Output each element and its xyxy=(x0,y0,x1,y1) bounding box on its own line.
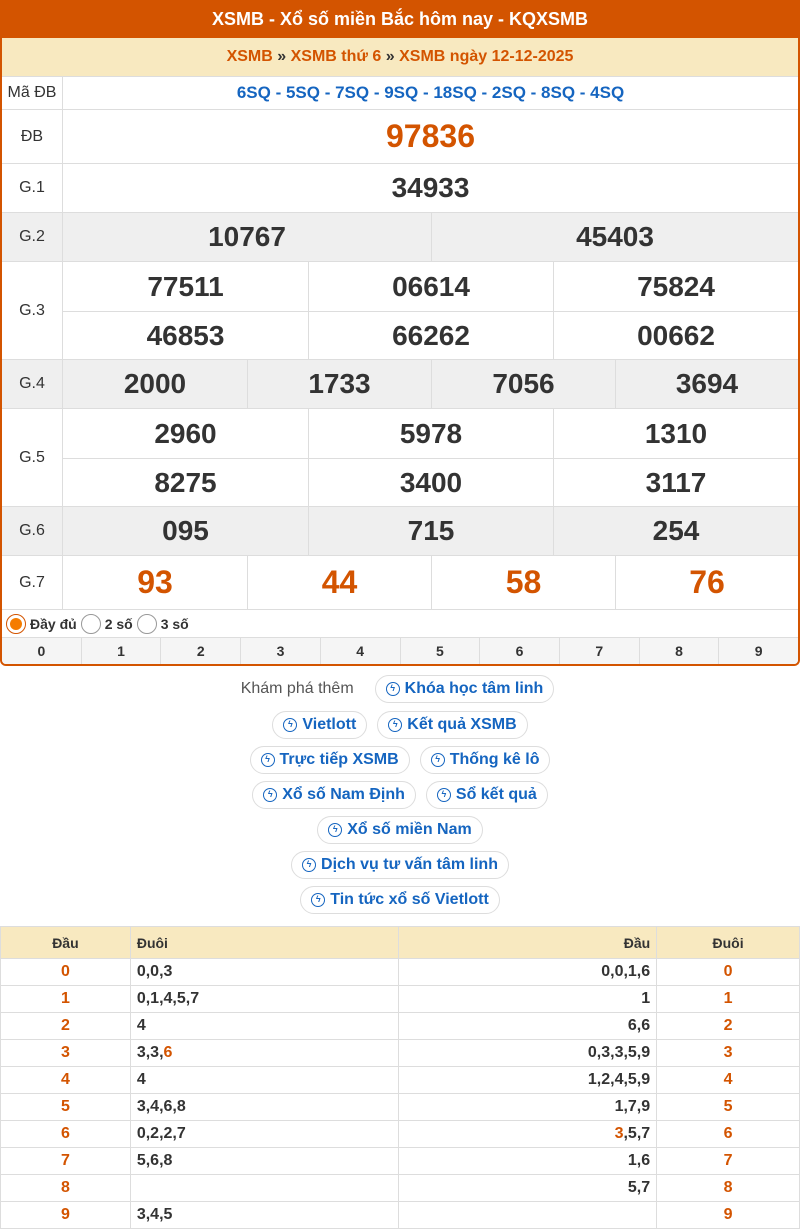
prize-g3: 46853 xyxy=(63,311,308,360)
dau-cell: 9 xyxy=(1,1202,131,1229)
table-row xyxy=(1,1040,800,1067)
duoi-cell: 8 xyxy=(657,1175,800,1202)
explore-link[interactable] xyxy=(291,851,509,879)
duoi-cell xyxy=(130,1175,399,1202)
bolt-icon: ϟ xyxy=(386,682,400,696)
prize-g3: 00662 xyxy=(553,311,798,360)
explore-link[interactable] xyxy=(300,886,500,914)
option-full[interactable] xyxy=(6,614,77,634)
dau-highlight: 3 xyxy=(614,1125,624,1142)
dau-cell: 8 xyxy=(1,1175,131,1202)
dau-cell: 0,3,3,5,9 xyxy=(399,1040,657,1067)
loto-header-row xyxy=(1,927,800,959)
breadcrumb-xsmb-thu6[interactable]: XSMB thứ 6 xyxy=(290,48,382,65)
digit-button[interactable]: 6 xyxy=(479,638,559,664)
duoi-cell: 3,4,5 xyxy=(130,1202,399,1229)
row-g1 xyxy=(2,163,798,212)
digit-filter xyxy=(2,637,798,664)
prize-g7: 76 xyxy=(615,556,798,609)
prize-g3: 75824 xyxy=(553,262,798,311)
table-row xyxy=(1,986,800,1013)
row-g3 xyxy=(2,261,798,359)
table-row xyxy=(1,1094,800,1121)
prize-db: 97836 xyxy=(386,118,475,154)
explore-link[interactable] xyxy=(420,746,551,774)
dau-cell: 0,0,1,6 xyxy=(399,959,657,986)
row-g2 xyxy=(2,212,798,261)
breadcrumb-xsmb-date[interactable]: XSMB ngày 12-12-2025 xyxy=(399,48,574,65)
digit-button[interactable]: 1 xyxy=(81,638,161,664)
bolt-icon: ϟ xyxy=(311,893,325,907)
dau-cell: 6 xyxy=(1,1121,131,1148)
loto-table xyxy=(0,926,800,1229)
radio-full[interactable] xyxy=(6,614,26,634)
prize-g1: 34933 xyxy=(391,172,470,203)
breadcrumb-separator: » xyxy=(277,48,287,65)
explore-link[interactable] xyxy=(272,711,367,739)
row-g6 xyxy=(2,506,798,555)
row-db xyxy=(2,109,798,163)
prize-g4: 3694 xyxy=(615,360,798,408)
radio-three-digits[interactable] xyxy=(137,614,157,634)
col-dau: Đầu xyxy=(1,927,131,959)
duoi-cell: 6 xyxy=(657,1121,800,1148)
option-three-label: 3 số xyxy=(160,615,189,632)
duoi-cell xyxy=(130,1040,399,1067)
label-g7: G.7 xyxy=(2,556,63,609)
row-g4 xyxy=(2,359,798,408)
prize-g3: 66262 xyxy=(308,311,553,360)
explore-link-label: Kết quả XSMB xyxy=(407,716,517,733)
bolt-icon: ϟ xyxy=(388,718,402,732)
explore-link[interactable] xyxy=(377,711,527,739)
bolt-icon: ϟ xyxy=(263,788,277,802)
duoi-cell: 4 xyxy=(130,1013,399,1040)
prize-g3: 06614 xyxy=(308,262,553,311)
table-row xyxy=(1,1175,800,1202)
page-title: XSMB - Xổ số miền Bắc hôm nay - KQXSMB xyxy=(0,0,800,38)
digit-button[interactable]: 5 xyxy=(400,638,480,664)
duoi-cell: 4 xyxy=(657,1067,800,1094)
label-g6: G.6 xyxy=(2,507,63,555)
table-row xyxy=(1,959,800,986)
dau-text: ,5,7 xyxy=(623,1125,651,1142)
ma-db-codes: 6SQ - 5SQ - 7SQ - 9SQ - 18SQ - 2SQ - 8SQ - 4SQ xyxy=(236,83,625,102)
table-row xyxy=(1,1013,800,1040)
duoi-cell: 0,1,4,5,7 xyxy=(130,986,399,1013)
dau-cell: 1,6 xyxy=(399,1148,657,1175)
prize-g7: 93 xyxy=(137,564,173,600)
bolt-icon: ϟ xyxy=(283,718,297,732)
duoi-highlight: 6 xyxy=(163,1044,173,1061)
label-db: ĐB xyxy=(2,110,63,163)
prize-g5: 2960 xyxy=(154,417,217,449)
duoi-cell: 7 xyxy=(657,1148,800,1175)
explore-link-label: Vietlott xyxy=(302,716,357,733)
breadcrumb-separator: » xyxy=(385,48,395,65)
duoi-cell: 0 xyxy=(657,959,800,986)
digit-button[interactable]: 8 xyxy=(639,638,719,664)
label-g5: G.5 xyxy=(2,409,63,506)
prize-g5: 3117 xyxy=(553,458,798,507)
digit-button[interactable]: 4 xyxy=(320,638,400,664)
table-row xyxy=(1,1148,800,1175)
explore-link[interactable] xyxy=(317,816,482,844)
dau-cell: 2 xyxy=(1,1013,131,1040)
prize-g5: 1310 xyxy=(553,409,798,458)
duoi-cell: 2 xyxy=(657,1013,800,1040)
prize-g2: 10767 xyxy=(208,221,286,252)
table-row xyxy=(1,1067,800,1094)
dau-cell: 4 xyxy=(1,1067,131,1094)
dau-cell: 0 xyxy=(1,959,131,986)
explore-link-label: Xổ số Nam Định xyxy=(282,786,405,803)
explore-link[interactable] xyxy=(250,746,410,774)
breadcrumb xyxy=(2,38,798,76)
explore-link-label: Xổ số miền Nam xyxy=(347,821,472,838)
dau-cell: 3 xyxy=(1,1040,131,1067)
explore-link-label: Tin tức xổ số Vietlott xyxy=(330,891,489,908)
prize-g6: 095 xyxy=(162,515,209,546)
dau-cell: 1,2,4,5,9 xyxy=(399,1067,657,1094)
row-g5 xyxy=(2,408,798,506)
duoi-cell: 3,4,6,8 xyxy=(130,1094,399,1121)
dau-cell: 1,7,9 xyxy=(399,1094,657,1121)
duoi-text: 3,3, xyxy=(136,1044,164,1061)
prize-g5: 5978 xyxy=(308,409,553,458)
explore-link-label: Dịch vụ tư vấn tâm linh xyxy=(321,856,498,873)
duoi-cell: 9 xyxy=(657,1202,800,1229)
prize-g7: 58 xyxy=(431,556,615,609)
option-full-label: Đầy đủ xyxy=(30,615,77,632)
breadcrumb-xsmb[interactable]: XSMB xyxy=(226,48,273,65)
prize-g6: 254 xyxy=(553,507,798,555)
explore-link-label: Thống kê lô xyxy=(449,751,540,768)
explore-link-label: Sổ kết quả xyxy=(455,786,537,803)
row-ma-db xyxy=(2,76,798,109)
dau-cell xyxy=(399,1202,657,1229)
dau-cell: 1 xyxy=(1,986,131,1013)
option-two-digits[interactable] xyxy=(81,614,133,634)
col-duoi: Đuôi xyxy=(130,927,399,959)
bolt-icon: ϟ xyxy=(437,788,451,802)
explore-link[interactable] xyxy=(426,781,548,809)
duoi-cell: 3 xyxy=(657,1040,800,1067)
duoi-cell: 4 xyxy=(130,1067,399,1094)
duoi-cell: 0,0,3 xyxy=(130,959,399,986)
duoi-cell: 5 xyxy=(657,1094,800,1121)
label-g3: G.3 xyxy=(2,262,63,359)
option-three-digits[interactable] xyxy=(137,614,189,634)
duoi-cell: 0,2,2,7 xyxy=(130,1121,399,1148)
dau-cell: 6,6 xyxy=(399,1013,657,1040)
prize-g3: 77511 xyxy=(147,270,224,302)
col-duoi: Đuôi xyxy=(657,927,800,959)
prize-g4: 7056 xyxy=(431,360,615,408)
bolt-icon: ϟ xyxy=(431,753,445,767)
digit-button[interactable]: 7 xyxy=(559,638,639,664)
prize-g4: 2000 xyxy=(123,368,187,399)
display-options xyxy=(2,609,798,637)
label-g2: G.2 xyxy=(2,213,63,261)
explore-link[interactable] xyxy=(252,781,416,809)
bolt-icon: ϟ xyxy=(328,823,342,837)
label-g4: G.4 xyxy=(2,360,63,408)
dau-cell xyxy=(399,1121,657,1148)
option-two-label: 2 số xyxy=(104,615,133,632)
prize-g6: 715 xyxy=(308,507,553,555)
radio-two-digits[interactable] xyxy=(81,614,101,634)
prize-g4: 1733 xyxy=(247,360,431,408)
digit-button[interactable]: 2 xyxy=(160,638,240,664)
digit-button[interactable]: 9 xyxy=(718,638,798,664)
digit-button[interactable]: 3 xyxy=(240,638,320,664)
prize-g5: 3400 xyxy=(308,458,553,507)
col-dau: Đầu xyxy=(399,927,657,959)
explore-link-label: Trực tiếp XSMB xyxy=(279,751,399,768)
dau-cell: 5 xyxy=(1,1094,131,1121)
bolt-icon: ϟ xyxy=(302,858,316,872)
explore-link[interactable] xyxy=(375,675,555,703)
prize-g5: 8275 xyxy=(63,458,308,507)
label-ma-db: Mã ĐB xyxy=(2,77,63,109)
duoi-cell: 1 xyxy=(657,986,800,1013)
table-row xyxy=(1,1121,800,1148)
digit-button[interactable]: 0 xyxy=(37,643,46,659)
bolt-icon: ϟ xyxy=(261,753,275,767)
explore-link-label: Khóa học tâm linh xyxy=(404,680,544,697)
duoi-cell: 5,6,8 xyxy=(130,1148,399,1175)
prize-g2: 45403 xyxy=(431,213,798,261)
label-g1: G.1 xyxy=(2,164,63,212)
dau-cell: 7 xyxy=(1,1148,131,1175)
table-row xyxy=(1,1202,800,1229)
row-g7 xyxy=(2,555,798,609)
explore-label: Khám phá thêm xyxy=(240,680,354,697)
dau-cell: 1 xyxy=(399,986,657,1013)
dau-cell: 5,7 xyxy=(399,1175,657,1202)
prize-g7: 44 xyxy=(247,556,431,609)
